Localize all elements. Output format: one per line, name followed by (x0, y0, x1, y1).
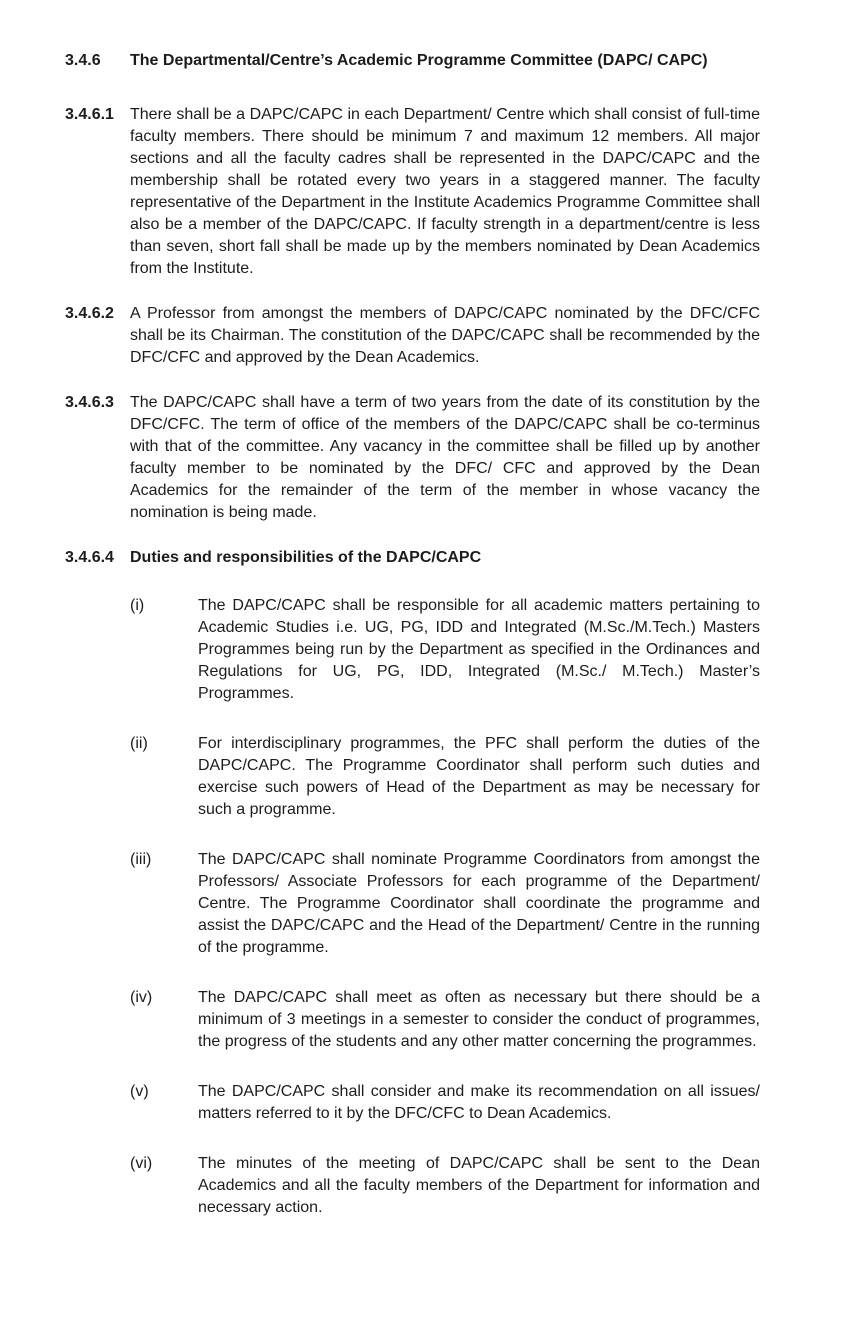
subsection-heading (65, 547, 760, 569)
paragraph-number: 3.4.6.3 (65, 394, 114, 411)
list-item (130, 849, 760, 959)
list-item-marker: (iv) (130, 989, 153, 1006)
paragraph-number: 3.4.6.2 (65, 305, 114, 322)
list-item-marker: (i) (130, 597, 145, 614)
list-item-text: The DAPC/CAPC shall meet as often as necessary but there should be a minimum of 3 meetings in a semester to consider the conduct of programmes, the progress of the students and any other matter concerning the programmes. (198, 989, 760, 1050)
list-item-text: The DAPC/CAPC shall consider and make its recommendation on all issues/ matters referred to it by the DFC/CFC to Dean Academics. (198, 1083, 760, 1122)
list-item (130, 1153, 760, 1219)
section-heading (65, 50, 760, 72)
paragraph (65, 303, 760, 369)
list-item-marker: (iii) (130, 851, 152, 868)
section-heading-title: The Departmental/Centre’s Academic Programme Committee (DAPC/ CAPC) (130, 52, 708, 69)
subsection-heading-number: 3.4.6.4 (65, 549, 114, 566)
list-item-marker: (v) (130, 1083, 149, 1100)
list-item-marker: (vi) (130, 1155, 153, 1172)
list-item-text: The DAPC/CAPC shall nominate Programme Coordinators from amongst the Professors/ Associate Professors for each programme of the Department/ Centre. The Programme Coordinator shall coordinate the programme and assist the DAPC/CAPC and the Head of the Department/ Centre in the running of the programme. (198, 851, 760, 956)
paragraph (65, 392, 760, 524)
list-item (130, 987, 760, 1053)
list-item-text: The minutes of the meeting of DAPC/CAPC shall be sent to the Dean Academics and all the faculty members of the Department for information and necessary action. (198, 1155, 760, 1216)
subsection-heading-title: Duties and responsibilities of the DAPC/CAPC (130, 549, 482, 566)
paragraph-text: There shall be a DAPC/CAPC in each Department/ Centre which shall consist of full-time faculty members. There should be minimum 7 and maximum 12 members. All major sections and all the faculty cadres shall be represented in the DAPC/CAPC and the membership shall be rotated every two years in a staggered manner. The faculty representative of the Department in the Institute Academics Programme Committee shall also be a member of the DAPC/CAPC. If faculty strength in a department/centre is less than seven, short fall shall be made up by the members nominated by Dean Academics from the Institute. (130, 106, 760, 277)
list-item-text: The DAPC/CAPC shall be responsible for all academic matters pertaining to Academic Studies i.e. UG, PG, IDD and Integrated (M.Sc./M.Tech.) Masters Programmes being run by the Department as specified in the Ordinances and Regulations for UG, PG, IDD, Integrated (M.Sc./ M.Tech.) Master’s Programmes. (198, 597, 760, 702)
section-heading-number: 3.4.6 (65, 52, 101, 69)
paragraph-text: A Professor from amongst the members of DAPC/CAPC nominated by the DFC/CFC shall be its Chairman. The constitution of the DAPC/CAPC shall be recommended by the DFC/CFC and approved by the Dean Academics. (130, 305, 760, 366)
duties-list (130, 595, 760, 1219)
paragraph-number: 3.4.6.1 (65, 106, 114, 123)
list-item-marker: (ii) (130, 735, 148, 752)
list-item (130, 1081, 760, 1125)
paragraph (65, 104, 760, 280)
list-item-text: For interdisciplinary programmes, the PFC shall perform the duties of the DAPC/CAPC. The Programme Coordinator shall perform such duties and exercise such powers of Head of the Department as may be necessary for such a programme. (198, 735, 760, 818)
list-item (130, 595, 760, 705)
paragraph-text: The DAPC/CAPC shall have a term of two years from the date of its constitution by the DFC/CFC. The term of office of the members of the DAPC/CAPC shall be co-terminus with that of the committee. Any vacancy in the committee shall be filled up by another faculty member to be nominated by the DFC/ CFC and approved by the Dean Academics for the remainder of the term of the member in whose vacancy the nomination is being made. (130, 394, 760, 521)
list-item (130, 733, 760, 821)
